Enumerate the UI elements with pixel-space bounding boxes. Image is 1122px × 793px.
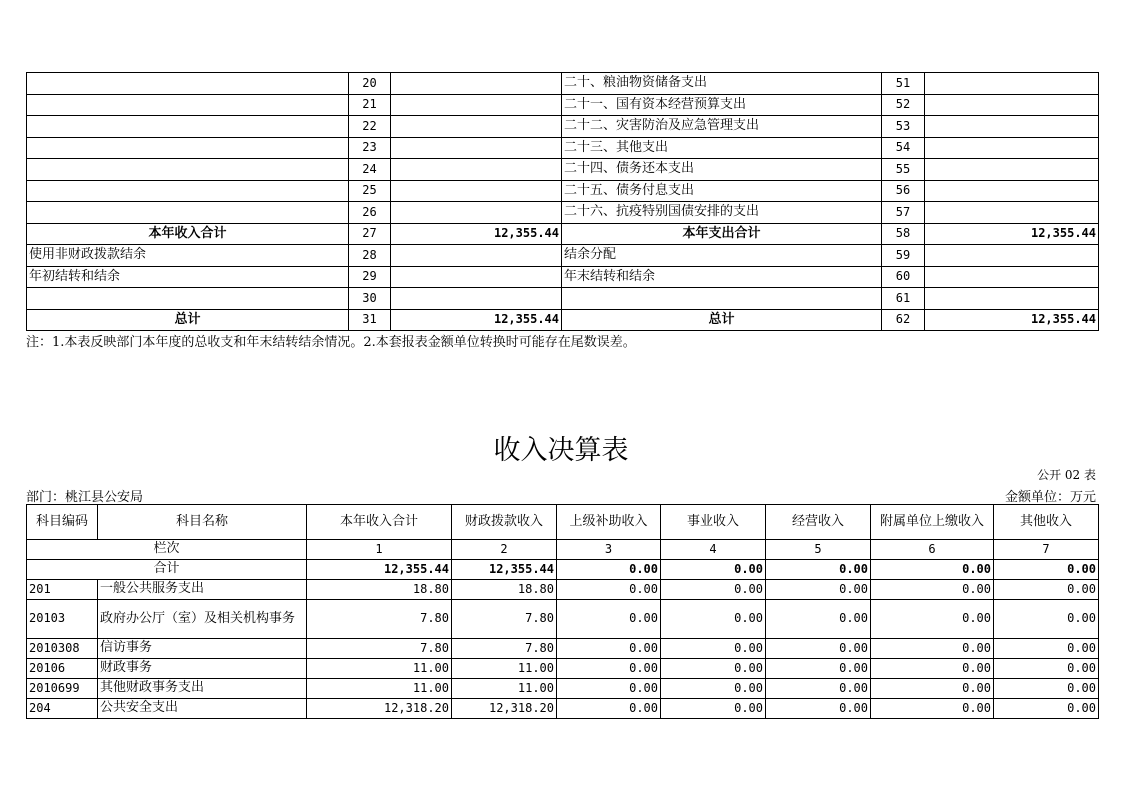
expenditure-item-label: 二十四、债务还本支出 (562, 159, 882, 181)
expenditure-item-label: 年末结转和结余 (562, 266, 882, 288)
expenditure-amount (925, 202, 1099, 224)
total-value: 12,355.44 (452, 560, 557, 580)
expenditure-amount (925, 94, 1099, 116)
expenditure-amount: 12,355.44 (925, 309, 1099, 331)
income-value: 18.80 (452, 580, 557, 600)
page-title: 收入决算表 (493, 435, 629, 466)
income-value: 0.00 (661, 659, 766, 679)
income-value: 0.00 (557, 639, 661, 659)
income-table-body (27, 580, 1099, 719)
subject-code: 201 (27, 580, 98, 600)
income-value: 0.00 (766, 659, 871, 679)
income-value: 0.00 (766, 600, 871, 639)
expenditure-amount: 12,355.44 (925, 223, 1099, 245)
summary-row (27, 137, 1099, 159)
income-item-label: 总计 (27, 309, 349, 331)
header-business-income: 事业收入 (661, 505, 766, 540)
expenditure-amount (925, 159, 1099, 181)
total-value: 0.00 (766, 560, 871, 580)
expenditure-item-label: 总计 (562, 309, 882, 331)
expenditure-amount (925, 73, 1099, 95)
income-item-label (27, 137, 349, 159)
header-total-income: 本年收入合计 (307, 505, 452, 540)
subject-code: 204 (27, 699, 98, 719)
income-item-label (27, 159, 349, 181)
expenditure-item-label: 二十、粮油物资储备支出 (562, 73, 882, 95)
revenue-expenditure-table (26, 72, 1099, 331)
summary-row (27, 288, 1099, 310)
amount-unit-label: 金额单位：万元 (1004, 490, 1096, 505)
expenditure-amount (925, 288, 1099, 310)
header-fiscal-appropriation: 财政拨款收入 (452, 505, 557, 540)
summary-row (27, 116, 1099, 138)
income-amount (391, 73, 562, 95)
income-value: 7.80 (452, 600, 557, 639)
income-amount (391, 180, 562, 202)
income-value: 7.80 (307, 600, 452, 639)
income-amount (391, 159, 562, 181)
income-item-label: 本年收入合计 (27, 223, 349, 245)
income-value: 0.00 (661, 699, 766, 719)
revenue-expenditure-table-body (27, 73, 1099, 331)
subject-name: 政府办公厅（室）及相关机构事务 (98, 600, 307, 639)
total-value: 0.00 (994, 560, 1099, 580)
income-line-number: 30 (349, 288, 391, 310)
expenditure-line-number: 54 (882, 137, 925, 159)
income-value: 7.80 (307, 639, 452, 659)
expenditure-item-label: 本年支出合计 (562, 223, 882, 245)
income-value: 0.00 (871, 580, 994, 600)
column-number: 5 (766, 540, 871, 560)
income-value: 0.00 (557, 600, 661, 639)
expenditure-item-label: 二十一、国有资本经营预算支出 (562, 94, 882, 116)
subject-name: 财政事务 (98, 659, 307, 679)
income-item-label: 使用非财政拨款结余 (27, 245, 349, 267)
column-number: 4 (661, 540, 766, 560)
income-line-number: 24 (349, 159, 391, 181)
income-value: 0.00 (661, 679, 766, 699)
column-number: 2 (452, 540, 557, 560)
income-value: 11.00 (307, 679, 452, 699)
expenditure-amount (925, 116, 1099, 138)
income-value: 18.80 (307, 580, 452, 600)
subject-name: 信访事务 (98, 639, 307, 659)
column-number: 7 (994, 540, 1099, 560)
header-row (27, 505, 1099, 540)
income-value: 0.00 (994, 580, 1099, 600)
summary-row (27, 309, 1099, 331)
summary-row (27, 223, 1099, 245)
expenditure-amount (925, 180, 1099, 202)
expenditure-amount (925, 137, 1099, 159)
column-number-row (27, 540, 1099, 560)
income-value: 0.00 (994, 699, 1099, 719)
summary-row (27, 266, 1099, 288)
summary-row (27, 73, 1099, 95)
income-line-number: 29 (349, 266, 391, 288)
column-number: 6 (871, 540, 994, 560)
income-value: 12,318.20 (307, 699, 452, 719)
header-superior-subsidy: 上级补助收入 (557, 505, 661, 540)
form-number: 公开 02 表 (1037, 468, 1096, 482)
income-value: 0.00 (766, 639, 871, 659)
subject-name: 一般公共服务支出 (98, 580, 307, 600)
total-label: 合计 (27, 560, 307, 580)
total-value: 12,355.44 (307, 560, 452, 580)
header-subject-name: 科目名称 (98, 505, 307, 540)
income-value: 0.00 (661, 639, 766, 659)
income-value: 11.00 (452, 659, 557, 679)
expenditure-line-number: 57 (882, 202, 925, 224)
expenditure-line-number: 53 (882, 116, 925, 138)
expenditure-line-number: 56 (882, 180, 925, 202)
income-value: 0.00 (871, 679, 994, 699)
header-operating-income: 经营收入 (766, 505, 871, 540)
income-row (27, 679, 1099, 699)
income-value: 0.00 (994, 639, 1099, 659)
summary-row (27, 202, 1099, 224)
total-value: 0.00 (871, 560, 994, 580)
income-amount (391, 245, 562, 267)
income-value: 0.00 (557, 679, 661, 699)
summary-row (27, 245, 1099, 267)
income-line-number: 23 (349, 137, 391, 159)
income-value: 11.00 (452, 679, 557, 699)
income-line-number: 20 (349, 73, 391, 95)
income-line-number: 25 (349, 180, 391, 202)
summary-row (27, 180, 1099, 202)
income-item-label (27, 180, 349, 202)
expenditure-line-number: 60 (882, 266, 925, 288)
income-amount (391, 288, 562, 310)
income-value: 0.00 (994, 600, 1099, 639)
income-amount (391, 202, 562, 224)
income-item-label (27, 73, 349, 95)
income-line-number: 27 (349, 223, 391, 245)
total-row (27, 560, 1099, 580)
department-label: 部门：桃江县公安局 (26, 490, 144, 505)
income-value: 0.00 (994, 659, 1099, 679)
income-value: 0.00 (557, 659, 661, 679)
income-amount: 12,355.44 (391, 309, 562, 331)
income-amount (391, 116, 562, 138)
income-amount (391, 137, 562, 159)
expenditure-item-label: 二十六、抗疫特别国债安排的支出 (562, 202, 882, 224)
income-value: 7.80 (452, 639, 557, 659)
expenditure-line-number: 52 (882, 94, 925, 116)
subject-code: 2010308 (27, 639, 98, 659)
income-value: 0.00 (871, 699, 994, 719)
column-number: 1 (307, 540, 452, 560)
expenditure-item-label: 二十二、灾害防治及应急管理支出 (562, 116, 882, 138)
income-value: 0.00 (766, 580, 871, 600)
income-value: 0.00 (871, 600, 994, 639)
income-row (27, 639, 1099, 659)
column-number-label: 栏次 (27, 540, 307, 560)
column-number: 3 (557, 540, 661, 560)
expenditure-item-label: 二十五、债务付息支出 (562, 180, 882, 202)
expenditure-amount (925, 266, 1099, 288)
expenditure-line-number: 59 (882, 245, 925, 267)
income-value: 0.00 (766, 699, 871, 719)
income-value: 0.00 (557, 580, 661, 600)
income-amount: 12,355.44 (391, 223, 562, 245)
total-value: 0.00 (661, 560, 766, 580)
summary-row (27, 94, 1099, 116)
income-value: 0.00 (661, 600, 766, 639)
expenditure-amount (925, 245, 1099, 267)
income-row (27, 600, 1099, 639)
income-item-label (27, 116, 349, 138)
income-row (27, 699, 1099, 719)
income-amount (391, 94, 562, 116)
income-item-label: 年初结转和结余 (27, 266, 349, 288)
header-other-income: 其他收入 (994, 505, 1099, 540)
income-line-number: 28 (349, 245, 391, 267)
income-row (27, 659, 1099, 679)
header-affiliated-unit-income: 附属单位上缴收入 (871, 505, 994, 540)
income-line-number: 21 (349, 94, 391, 116)
expenditure-item-label: 结余分配 (562, 245, 882, 267)
income-value: 0.00 (557, 699, 661, 719)
income-item-label (27, 94, 349, 116)
expenditure-line-number: 58 (882, 223, 925, 245)
income-item-label (27, 288, 349, 310)
expenditure-item-label (562, 288, 882, 310)
header-subject-code: 科目编码 (27, 505, 98, 540)
table-footnote: 注：1.本表反映部门本年度的总收支和年末结转结余情况。2.本套报表金额单位转换时可能存在尾数误差。 (26, 335, 636, 350)
income-row (27, 580, 1099, 600)
expenditure-line-number: 62 (882, 309, 925, 331)
expenditure-line-number: 51 (882, 73, 925, 95)
expenditure-item-label: 二十三、其他支出 (562, 137, 882, 159)
income-value: 0.00 (994, 679, 1099, 699)
income-line-number: 26 (349, 202, 391, 224)
income-line-number: 22 (349, 116, 391, 138)
income-value: 0.00 (871, 659, 994, 679)
subject-name: 其他财政事务支出 (98, 679, 307, 699)
expenditure-line-number: 61 (882, 288, 925, 310)
subject-code: 20103 (27, 600, 98, 639)
income-value: 0.00 (766, 679, 871, 699)
summary-row (27, 159, 1099, 181)
income-amount (391, 266, 562, 288)
income-value: 12,318.20 (452, 699, 557, 719)
subject-code: 2010699 (27, 679, 98, 699)
income-value: 11.00 (307, 659, 452, 679)
expenditure-line-number: 55 (882, 159, 925, 181)
income-value: 0.00 (661, 580, 766, 600)
subject-code: 20106 (27, 659, 98, 679)
income-value: 0.00 (871, 639, 994, 659)
total-value: 0.00 (557, 560, 661, 580)
income-line-number: 31 (349, 309, 391, 331)
subject-name: 公共安全支出 (98, 699, 307, 719)
income-item-label (27, 202, 349, 224)
income-statement-table (26, 504, 1099, 719)
